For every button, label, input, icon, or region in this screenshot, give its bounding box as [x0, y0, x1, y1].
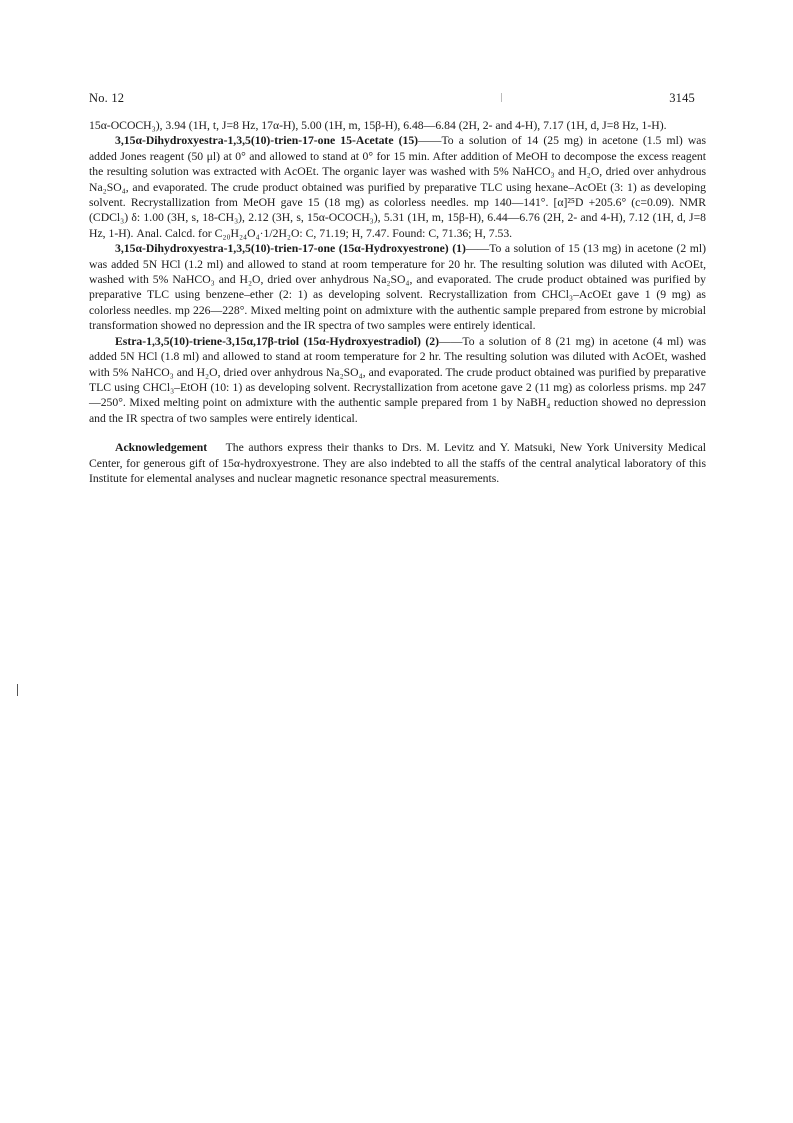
margin-mark: [17, 684, 18, 696]
paragraph-compound-1: [89, 241, 706, 333]
page-number: 3145: [669, 91, 695, 105]
article-body: [89, 118, 706, 486]
journal-issue-number: No. 12: [89, 91, 125, 105]
page-header: [89, 91, 695, 106]
acknowledgement-heading: Acknowledgement: [115, 441, 208, 455]
paragraph-compound-15: [89, 133, 706, 241]
paragraph-compound-2: [89, 334, 706, 426]
compound-2-heading: Estra-1,3,5(10)-triene-3,15α,17β-triol (15α-Hydroxyestradiol) (2): [115, 334, 440, 348]
compound-15-heading: 3,15α-Dihydroxyestra-1,3,5(10)-trien-17-one 15-Acetate (15): [115, 134, 419, 148]
compound-15-text: ——To a solution of 14 (25 mg) in acetone (1.5 ml) was added Jones reagent (50 μl) at 0° and allowed to stand at 0° for 15 min. After addition of MeOH to decompose the excess reagent the resulting solution was extracted with AcOEt. The organic layer was washed with 5% NaHCO₃ and H₂O, dried over anhydrous Na₂SO₄, and evaporated. The crude product obtained was purified by preparative TLC using hexane–AcOEt (3: 1) as developing solvent. Recrystallization from MeOH gave 15 (18 mg) as colorless needles. mp 140—141°. [α]²⁵D +205.6° (c=0.09). NMR (CDCl₃) δ: 1.00 (3H, s, 18-CH₃), 2.12 (3H, s, 15α-OCOCH₃), 5.31 (1H, m, 15β-H), 6.44—6.76 (2H, 2- and 4-H), 7.12 (1H, d, J=8 Hz, 1-H). Anal. Calcd. for C₂₀H₂₄O₄·1/2H₂O: C, 71.19; H, 7.47. Found: C, 71.36; H, 7.53.: [89, 134, 706, 240]
section-spacer: [89, 426, 706, 440]
compound-2-text: ——To a solution of 8 (21 mg) in acetone (4 ml) was added 5N HCl (1.8 ml) and allowed to stand at room temperature for 2 hr. The resulting solution was diluted with AcOEt, washed with 5% NaHCO₃ and H₂O, dried over anhydrous Na₂SO₄, and evaporated. The crude product obtained was purified by preparative TLC using CHCl₃–EtOH (10: 1) as developing solvent. Recrystallization from acetone gave 2 (11 mg) as colorless prisms. mp 247—250°. Mixed melting point on admixture with the authentic sample prepared from 1 by NaBH₄ reduction showed no depression and the IR spectra of two samples were entirely identical.: [89, 334, 706, 425]
compound-1-heading: 3,15α-Dihydroxyestra-1,3,5(10)-trien-17-one (15α-Hydroxyestrone) (1): [115, 242, 466, 256]
compound-1-text: ——To a solution of 15 (13 mg) in acetone (2 ml) was added 5N HCl (1.2 ml) and allowed to stand at room temperature for 20 hr. The resulting solution was diluted with AcOEt, washed with 5% NaHCO₃ and H₂O, dried over anhydrous Na₂SO₄, and evaporated. The crude product obtained was purified by preparative TLC using benzene–ether (2: 1) as developing solvent. Recrystallization from CHCl₃–AcOEt gave 1 (9 mg) as colorless needles. mp 226—228°. Mixed melting point on admixture with the authentic sample prepared from estrone by microbial transformation showed no depression and the IR spectra of two samples were entirely identical.: [89, 242, 706, 333]
acknowledgement-text: The authors express their thanks to Drs. M. Levitz and Y. Matsuki, New York University Medical Center, for generous gift of 15α-hydroxyestrone. They are also indebted to all the staffs of the central analytical laboratory of this Institute for elemental analyses and nuclear magnetic resonance spectral measurements.: [89, 441, 707, 485]
header-mark: [501, 93, 502, 102]
paragraph-continuation: [89, 118, 706, 133]
acknowledgement-paragraph: [89, 440, 706, 486]
continuation-text: 15α-OCOCH₃), 3.94 (1H, t, J=8 Hz, 17α-H), 5.00 (1H, m, 15β-H), 6.48—6.84 (2H, 2- and 4-H), 7.17 (1H, d, J=8 Hz, 1-H).: [89, 119, 667, 132]
acknowledgement-spacer: [207, 441, 225, 454]
